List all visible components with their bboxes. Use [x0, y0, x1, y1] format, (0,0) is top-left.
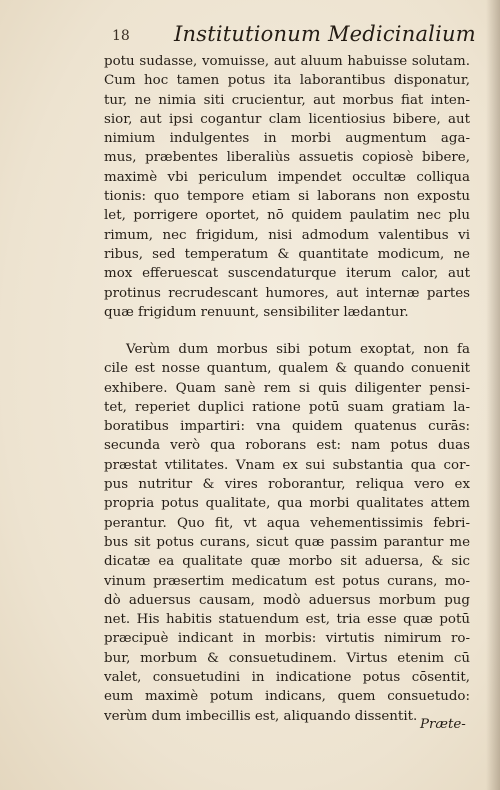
text-line: secunda verò qua roborans est: nam potus duas [104, 438, 470, 454]
text-line: maximè vbi periculum impendet occultæ colliqua [104, 169, 470, 185]
text-line: Cum hoc tamen potus ita laborantibus disponatur, [104, 73, 470, 89]
catchword: Præte- [420, 717, 466, 732]
page-header [104, 18, 484, 48]
text-line: Verùm dum morbus sibi potum exoptat, non fa [126, 342, 470, 357]
running-title: Institutionum Medicinalium [174, 22, 476, 46]
text-line: nimium indulgentes in morbi augmentum aga- [104, 131, 470, 147]
text-line: tet, reperiet duplici ratione potū suam gratiam la- [104, 399, 470, 415]
text-line: pus nutritur & vires roborantur, reliqua vero ex [104, 477, 470, 493]
text-line: verùm dum imbecillis est, aliquando dissentit. [104, 708, 418, 724]
text-line: mox efferuescat suscendaturque iterum calor, aut [104, 266, 470, 282]
text-line: let, porrigere oportet, nō quidem paulatim nec plu [104, 208, 470, 224]
text-line: rimum, nec frigidum, nisi admodum valentibus vi [104, 227, 470, 243]
text-line: protinus recrudescant humores, aut internæ partes [104, 285, 470, 301]
text-line: net. His habitis statuendum est, tria esse quæ potū [104, 612, 470, 628]
text-line: exhibere. Quam sanè rem si quis diligenter pensi- [104, 380, 470, 396]
text-line: ribus, sed temperatum & quantitate modicum, ne [104, 246, 470, 262]
paragraph-1 [104, 52, 470, 322]
text-line: boratibus impartiri: vna quidem quatenus curās: [104, 419, 470, 435]
text-line: propria potus qualitate, qua morbi qualitates attem [104, 496, 470, 512]
text-line: tur, ne nimia siti crucientur, aut morbus fiat inten- [104, 92, 470, 108]
text-line: dicatæ ea qualitate quæ morbo sit aduersa, & sic [104, 554, 470, 570]
text-line: dò aduersus causam, modò aduersus morbum pug [104, 592, 470, 608]
page-gutter-shadow [486, 0, 500, 790]
page-number: 18 [112, 28, 130, 44]
text-line: tionis: quo tempore etiam si laborans non expostu [104, 189, 470, 205]
text-line: quæ frigidum renuunt, sensibiliter lædantur. [104, 304, 409, 320]
text-line: præcipuè indicant in morbis: virtutis nimirum ro- [104, 631, 470, 647]
text-line: bur, morbum & consuetudinem. Virtus etenim cū [104, 650, 470, 666]
paragraph-2 [104, 340, 470, 726]
text-line: perantur. Quo fit, vt aqua vehementissimis febri- [104, 515, 470, 531]
text-line: bus sit potus curans, sicut quæ passim parantur me [104, 534, 470, 550]
text-line: eum maximè potum indicans, quem consuetudo: [104, 689, 470, 705]
text-line: valet, consuetudini in indicatione potus cōsentit, [104, 670, 470, 686]
text-line: vinum præsertim medicatum est potus curans, mo- [104, 573, 470, 589]
text-line: potu sudasse, vomuisse, aut aluum habuisse solutam. [104, 54, 470, 69]
text-line: cile est nosse quantum, qualem & quando conuenit [104, 361, 470, 377]
text-line: præstat vtilitates. Vnam ex sui substantia qua cor- [104, 457, 470, 473]
text-line: mus, præbentes liberaliùs assuetis copiosè bibere, [104, 150, 470, 166]
text-line: sior, aut ipsi cogantur clam licentiosius bibere, aut [104, 111, 470, 127]
